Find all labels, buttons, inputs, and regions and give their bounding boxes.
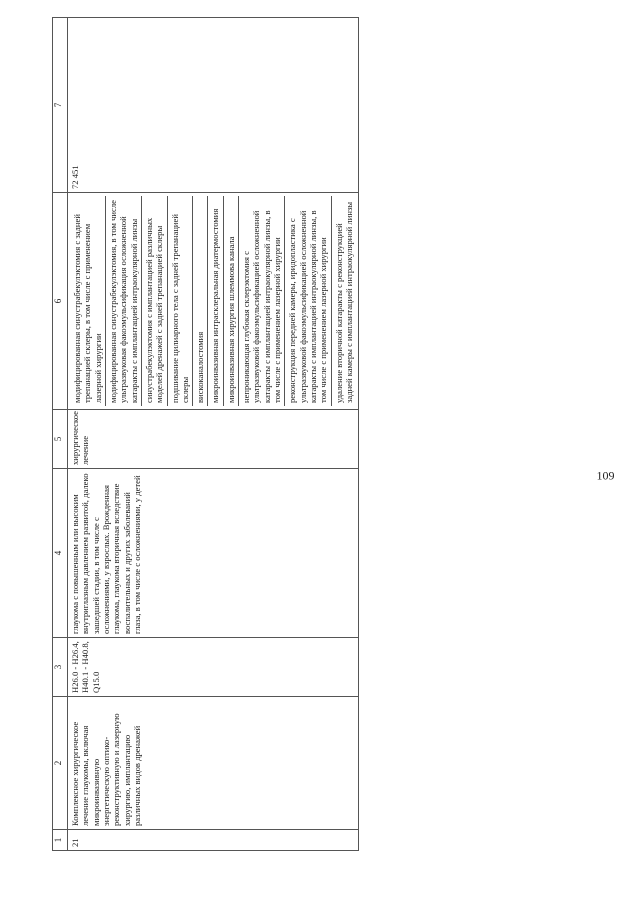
- row-number: 21: [68, 830, 359, 851]
- row-diagnosis: глаукома с повышенным или высоким внутриглазным давлением развитой, далеко зашедшей стадии, в том числе с осложнениями, у взрослых. Врожденная глаукома, глаукома вторичная вследствие воспалительных и других заболеваний глаза, в том числе с осложнениями, у детей: [68, 469, 359, 638]
- table-row: [68, 18, 359, 851]
- method-item: непроникающая глубокая склерэктомия с ультразвуковой факоэмульсификацией осложненной катаракты с имплантацией интраокулярной линзы, в том числе с применением лазерной хирургии: [239, 196, 285, 406]
- header-col-2: 2: [53, 697, 68, 830]
- header-col-6: 6: [53, 193, 68, 410]
- method-item: удаление вторичной катаракты с реконструкцией задней камеры с имплантацией интраокулярной линзы: [333, 201, 354, 403]
- method-item: подшивание цилиарного тела с задней трепанацией склеры: [168, 196, 194, 406]
- row-name: Комплексное хирургическое лечение глаукомы, включая микроинвазивную энергетическую оптико-реконструктивную и лазерную хирургию, имплантацию различных видов дренажей: [68, 697, 359, 830]
- page-number: 109: [596, 468, 615, 483]
- method-item: синустрабекулэктомия с имплантацией различных моделей дренажей с задней трепанацией склеры: [142, 196, 168, 406]
- header-col-5: 5: [53, 410, 68, 469]
- header-col-3: 3: [53, 638, 68, 697]
- header-row: [53, 18, 68, 851]
- method-item: микроинвазивная хирургия шлеммова канала: [224, 196, 239, 406]
- method-item: модифицированная синустрабекулэктомия, в том числе ультразвуковая факоэмульсификация осложненной катаракты с имплантацией интраокулярной линзы: [106, 196, 142, 406]
- method-item: микроинвазивная интрасклеральная диатермостомия: [208, 196, 223, 406]
- header-col-1: 1: [53, 830, 68, 851]
- method-item: реконструкция передней камеры, иридопластика с ультразвуковой факоэмульсификацией осложненной катаракты с имплантацией интраокулярной линзы, в том числе с применением лазерной хирургии: [285, 196, 331, 406]
- method-item: модифицированная синустрабекулэктомия с задней трепанацией склеры, в том числе с применением лазерной хирургии: [70, 196, 106, 406]
- row-treatment: хирургическое лечение: [68, 410, 359, 469]
- treatment-table: [52, 17, 359, 851]
- method-item: вискоканалостомия: [193, 196, 208, 406]
- row-methods: [68, 193, 359, 410]
- row-cost: 72 451: [68, 18, 359, 193]
- header-col-7: 7: [53, 18, 68, 193]
- row-codes: H26.0 - H26.4, H40.1 - H40.8, Q15.0: [68, 638, 359, 697]
- header-col-4: 4: [53, 469, 68, 638]
